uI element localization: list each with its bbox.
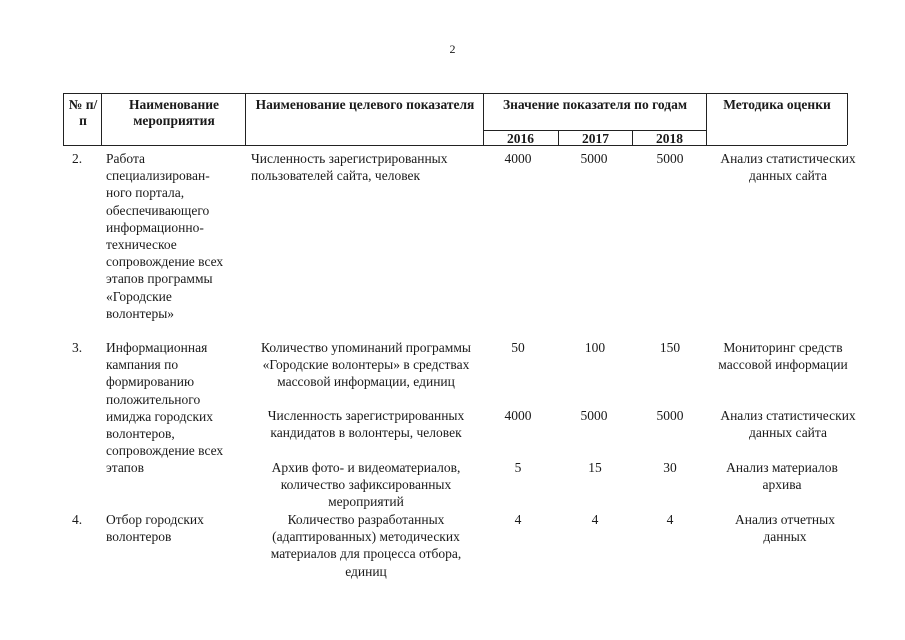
row-4-value-2018: 4 xyxy=(666,512,674,527)
header-event: Наименование мероприятия xyxy=(129,97,219,128)
row-3-target-3: Архив фото- и видеоматериалов, количество зафиксированных мероприятий xyxy=(271,460,461,510)
row-3-2-value-2017: 5000 xyxy=(580,408,608,423)
header-year-2016: 2016 xyxy=(507,131,534,146)
row-2-num: 2. xyxy=(72,151,83,166)
header-method: Методика оценки xyxy=(723,97,831,112)
row-3-1-value-2018: 150 xyxy=(659,340,681,355)
row-4-event: Отбор городских волонтеров xyxy=(106,512,204,545)
table-top-border xyxy=(63,93,847,94)
row-2-event: Работа специализирован-ного портала, обеспечивающего информационно-техническое сопровождение всех этапов программы «Городские волонтеры» xyxy=(106,151,224,321)
row-3-target-2: Численность зарегистрированных кандидатов в волонтеры, человек xyxy=(267,408,465,441)
header-target: Наименование целевого показателя xyxy=(255,97,475,112)
row-3-2-value-2016: 4000 xyxy=(504,408,532,423)
row-4-value-2016: 4 xyxy=(514,512,522,527)
row-2-target: Численность зарегистрированных пользователей сайта, человек xyxy=(251,151,448,184)
header-year-2017: 2017 xyxy=(582,131,609,146)
page-number: 2 xyxy=(449,42,456,56)
row-3-3-value-2017: 15 xyxy=(588,460,602,475)
header-num: № п/п xyxy=(68,97,98,128)
row-2-value-2017: 5000 xyxy=(580,151,608,166)
header-year-2018: 2018 xyxy=(656,131,683,146)
row-3-event: Информационная кампания по формированию положительного имиджа городских волонтеров, сопровождение всех этапов xyxy=(106,340,224,476)
row-2-value-2016: 4000 xyxy=(504,151,532,166)
row-3-target-1: Количество упоминаний программы «Городские волонтеры» в средствах массовой информации, единиц xyxy=(261,340,471,390)
row-2-value-2018: 5000 xyxy=(656,151,684,166)
row-3-3-value-2018: 30 xyxy=(663,460,677,475)
row-3-1-value-2016: 50 xyxy=(511,340,525,355)
row-3-num: 3. xyxy=(72,340,83,355)
header-value-group: Значение показателя по годам xyxy=(502,97,688,112)
row-3-1-method: Мониторинг средств массовой информации xyxy=(718,340,848,373)
col-divider xyxy=(101,93,102,145)
col-divider xyxy=(847,93,848,145)
row-2-method: Анализ статистических данных сайта xyxy=(720,151,856,184)
row-4-num: 4. xyxy=(72,512,83,527)
col-divider xyxy=(245,93,246,145)
row-4-method: Анализ отчетных данных xyxy=(735,512,835,545)
row-4-value-2017: 4 xyxy=(591,512,599,527)
row-3-2-value-2018: 5000 xyxy=(656,408,684,423)
header-bottom-border xyxy=(63,145,847,146)
row-3-3-value-2016: 5 xyxy=(514,460,522,475)
row-3-1-value-2017: 100 xyxy=(584,340,606,355)
row-3-3-method: Анализ материалов архива xyxy=(726,460,838,493)
col-divider xyxy=(63,93,64,145)
col-divider xyxy=(706,93,707,145)
row-3-2-method: Анализ статистических данных сайта xyxy=(720,408,856,441)
row-4-target: Количество разработанных (адаптированных) методических материалов для процесса отбора, единиц xyxy=(270,512,462,579)
